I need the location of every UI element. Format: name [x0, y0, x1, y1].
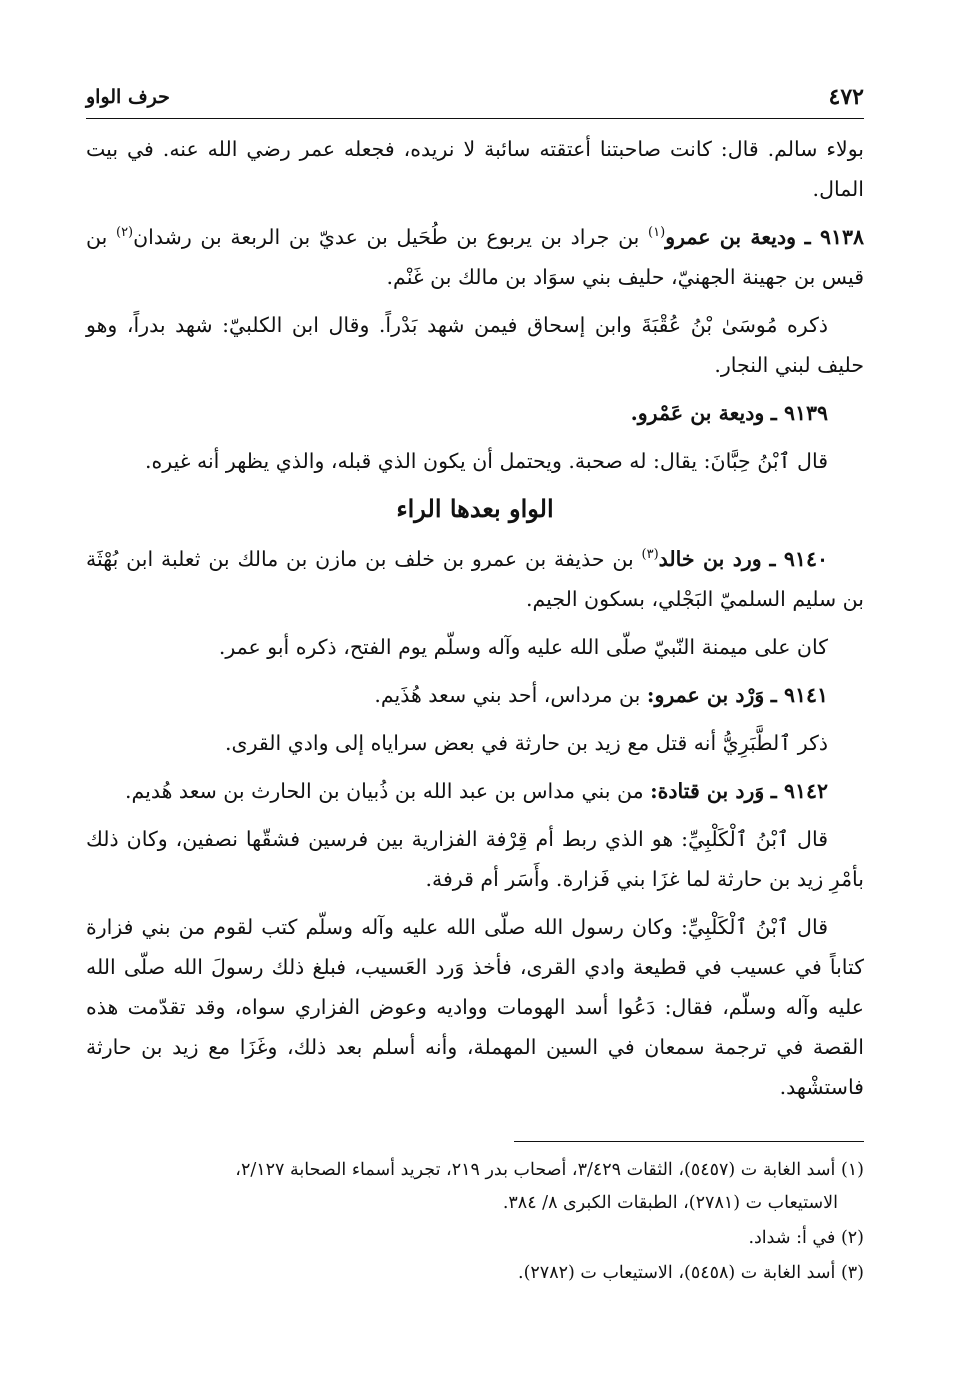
entry-9141 [86, 675, 864, 715]
entry-note: ذكر ٱلطَّبَرِيُّ أنه قتل مع زيد بن حارثة في بعض سراياه إلى وادي القرى. [225, 731, 828, 755]
entry-number: ٩١٣٩ ـ [770, 401, 828, 425]
entry-note: ذكره مُوسَىٰ بْنُ عُقْبَةَ وابن إسحاق فيمن شهد بَدْراً. وقال ابن الكلبيّ: شهد بدراً، وهو حليف لبني النجار. [86, 313, 864, 377]
paragraph-continuation: بولاء سالم. قال: كانت صاحبتنا أعتقته سائبة لا نريده، فجعله عمر رضي الله عنه. في بيت المال. [86, 137, 864, 201]
footnote-ref: (٢) [115, 225, 134, 241]
entry-text: بن قيس بن جهينة الجهنيّ، حليف بني سوَاد بن مالك بن غَنْم. [86, 225, 864, 289]
entry-number: ٩١٤٢ ـ [770, 779, 828, 803]
entry-number: ٩١٤١ ـ [770, 683, 828, 707]
footnote-1 [86, 1154, 864, 1220]
footnote-2 [86, 1222, 864, 1255]
running-head: حرف الواو [86, 86, 170, 108]
page-number: ٤٧٢ [828, 84, 864, 110]
footnote-divider [514, 1141, 864, 1142]
entry-number: ٩١٤٠ ـ [769, 547, 828, 571]
entry-text: بن جراد بن يربوع بن طُحَيل بن عديّ بن الربعة بن رشدان [133, 225, 649, 249]
entry-9142 [86, 771, 864, 811]
entry-note: قال ٱبْنُ حِبَّانَ: يقال: له صحبة. ويحتمل أن يكون الذي قبله، والذي يظهر أنه غيره. [145, 449, 828, 473]
entry-number: ٩١٣٨ ـ [804, 225, 864, 249]
entry-note: كان على ميمنة النّبيّ صلّى الله عليه وآله وسلّم يوم الفتح، ذكره أبو عمر. [218, 635, 828, 659]
entry-name: وَرْد بن عمرو: [646, 683, 765, 707]
entry-name: وديعة بن عمرو [665, 225, 796, 249]
book-page [86, 80, 864, 1292]
entry-note: قال ٱبْنُ ٱلْكَلْبِيِّ: وكان رسول الله صلّى الله عليه وآله وسلّم كتب لقوم من بني فزارة كتاباً في عسيب في قطيعة وادي القرى، فأخذ وَرد العَسيب، فبلغ ذلك رسولَ الله صلّى الله عليه وآله وسلّم، فقال: دَعُوا أسد الهومات وواديه وعوض الفزاري سواه، وقد تقدّمت هذه القصة في ترجمة سمعان في السين المهملة، وأنه أسلم بعد ذلك، وغَزَا مع زيد بن حارثة فاستشْهد. [86, 915, 864, 1099]
entry-text: من بني مداس بن عبد الله بن ذُبيان بن الحارث بن سعد هُديم. [124, 779, 651, 803]
footnote-text: أسد الغابة ت (٥٤٥٧)، الثقات ٣/٤٢٩، أصحاب بدر ٢١٩، تجريد أسماء الصحابة ٢/١٢٧، [235, 1160, 836, 1180]
entry-9138 [86, 217, 864, 297]
footnote-text: أسد الغابة ت (٥٤٥٨)، الاستيعاب ت (٢٧٨٢). [518, 1263, 836, 1283]
section-title: الواو بعدها الراء [396, 494, 554, 523]
entry-text: بن مرداس، أحد بني سعد هُذَيم. [374, 683, 647, 707]
footnote-ref: (٣) [641, 547, 659, 563]
entry-name: وديعة بن عَمْرو. [630, 401, 765, 425]
footnote-text: في أ: شداد. [748, 1228, 836, 1248]
footnote-text-continued: الاستيعاب ت (٢٧٨١)، الطبقات الكبرى ٨/ ٣٨٤. [502, 1193, 838, 1213]
entry-name: ورد بن خالد [658, 547, 762, 571]
entry-note: قال ٱبْنُ ٱلْكَلْبِيِّ: هو الذي ربط أم قِرْفة الفزارية بين فرسين فشقّها نصفين، وكان ذلك بأمْرِ زيد بن حارثة لما غزَا بني فَزارة. وأَسَر أم قرفة. [86, 827, 864, 891]
footnote-label: (٣) [840, 1263, 864, 1283]
footnote-label: (١) [840, 1160, 864, 1180]
entry-9139 [86, 393, 864, 433]
page-header [86, 80, 864, 119]
footnote-3 [86, 1257, 864, 1290]
entry-text: بن حذيفة بن عمرو بن خلف بن مازن بن مالك بن ثعلبة ابن بُهْثَة بن سليم السلميّ البَجْلي، بسكون الجيم. [86, 547, 864, 611]
entry-9140 [86, 539, 864, 619]
footnote-ref: (١) [648, 225, 666, 241]
footnote-label: (٢) [840, 1228, 864, 1248]
entry-name: وَرد بن قتادة: [650, 779, 765, 803]
